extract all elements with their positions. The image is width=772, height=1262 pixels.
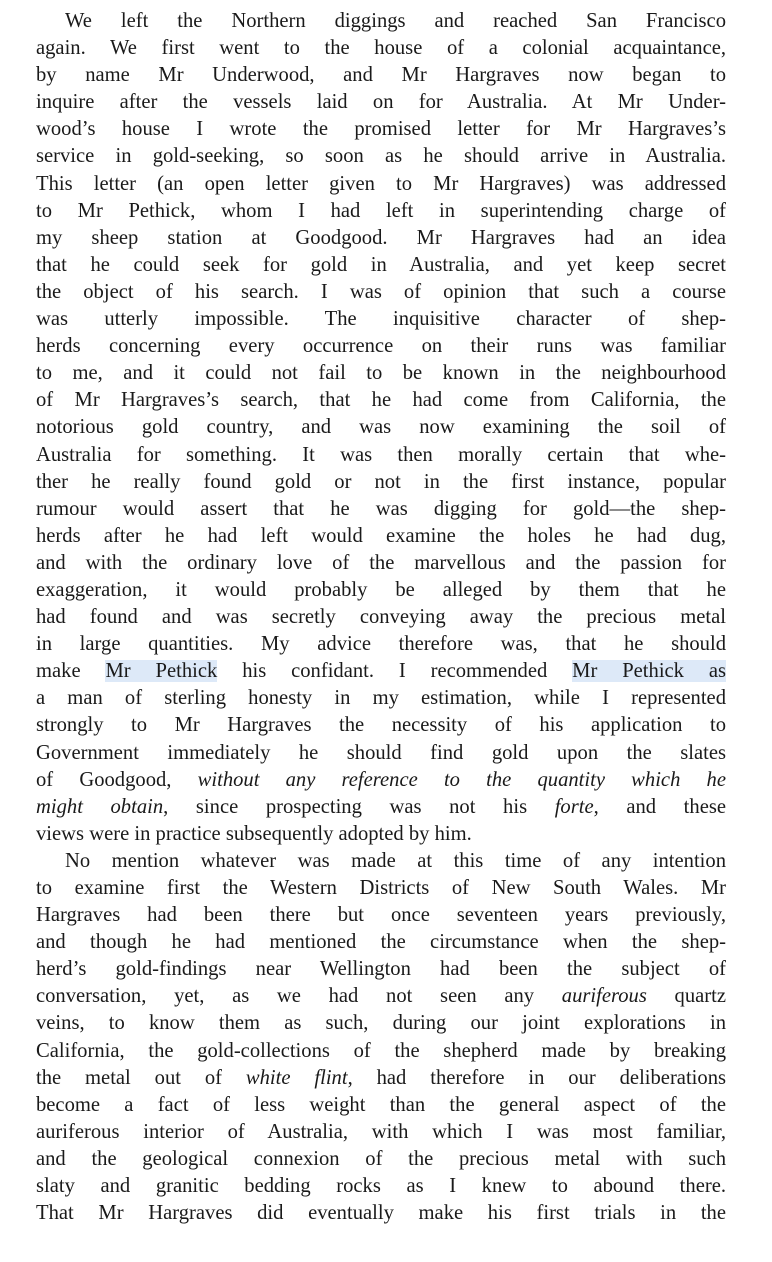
text-line: herds after he had left would examine the holes he had dug, <box>36 524 726 547</box>
text-line: the object of his search. I was of opinion that such a course <box>36 280 726 303</box>
text-line: of Mr Hargraves’s search, that he had come from California, the <box>36 389 726 412</box>
text-line: service in gold-seeking, so soon as he should arrive in Australia. <box>36 145 726 168</box>
italic-text: auriferous <box>561 985 647 1008</box>
text-line: make Mr Pethick his confidant. I recommended Mr Pethick as <box>36 660 727 683</box>
paragraph-2 <box>36 848 726 1227</box>
text-line: Australia for something. It was then morally certain that whe- <box>36 443 726 466</box>
text-line: We left the Northern diggings and reached San Francisco <box>65 10 726 32</box>
text-line: wood’s house I wrote the promised letter for Mr Hargraves’s <box>36 118 726 141</box>
italic-text: white flint <box>245 1066 348 1089</box>
book-page <box>36 8 726 1227</box>
text-line: and though he had mentioned the circumstance when the shep- <box>36 931 726 954</box>
paragraph-1 <box>36 8 726 848</box>
text-line: conversation, yet, as we had not seen any auriferous quartz <box>36 985 726 1008</box>
italic-text: without any reference to the quantity which he <box>197 768 726 791</box>
italic-text: forte <box>554 795 594 818</box>
text-line: views were in practice subsequently adopted by him. <box>36 822 472 845</box>
text-line: that he could seek for gold in Australia, and yet keep secret <box>36 253 726 276</box>
text-line: veins, to know them as such, during our joint explorations in <box>36 1012 726 1035</box>
text-line: California, the gold-collections of the shepherd made by breaking <box>36 1039 726 1062</box>
text-line: the metal out of white flint, had therefore in our deliberations <box>36 1066 726 1089</box>
text-line: slaty and granitic bedding rocks as I knew to abound there. <box>36 1175 726 1198</box>
text-line: herd’s gold-findings near Wellington had been the subject of <box>36 958 726 981</box>
text-line: exaggeration, it would probably be alleged by them that he <box>36 578 726 601</box>
text-line: Hargraves had been there but once seventeen years previously, <box>36 904 726 927</box>
text-line: This letter (an open letter given to Mr Hargraves) was addressed <box>36 172 726 195</box>
text-line: had found and was secretly conveying away the precious metal <box>36 606 726 629</box>
text-line: and the geological connexion of the precious metal with such <box>36 1147 726 1170</box>
italic-text: might obtain <box>36 795 164 818</box>
text-line: in large quantities. My advice therefore was, that he should <box>36 633 726 656</box>
text-line: ther he really found gold or not in the first instance, popular <box>36 470 726 493</box>
text-line: to Mr Pethick, whom I had left in superintending charge of <box>36 199 726 222</box>
text-line: strongly to Mr Hargraves the necessity of his application to <box>36 714 726 737</box>
text-line: to me, and it could not fail to be known in the neighbourhood <box>36 362 726 385</box>
text-line: Government immediately he should find gold upon the slates <box>36 741 726 764</box>
text-line: rumour would assert that he was digging for gold—the shep- <box>36 497 726 520</box>
text-line: notorious gold country, and was now examining the soil of <box>36 416 726 439</box>
text-line: to examine first the Western Districts of New South Wales. Mr <box>36 877 726 899</box>
text-line: herds concerning every occurrence on their runs was familiar <box>36 335 726 358</box>
text-line: and with the ordinary love of the marvellous and the passion for <box>36 551 726 574</box>
text-line: again. We first went to the house of a colonial acquaintance, <box>36 37 726 60</box>
highlighted-text[interactable]: Mr Pethick <box>105 660 218 683</box>
text-line: a man of sterling honesty in my estimation, while I represented <box>36 687 726 710</box>
text-line: was utterly impossible. The inquisitive character of shep- <box>36 308 726 331</box>
text-line: That Mr Hargraves did eventually make his first trials in the <box>36 1202 726 1225</box>
highlighted-text[interactable]: Mr Pethick as <box>572 660 727 683</box>
text-line: by name Mr Underwood, and Mr Hargraves now began to <box>36 64 726 87</box>
text-line: might obtain, since prospecting was not his forte, and these <box>36 795 726 818</box>
text-line: No mention whatever was made at this time of any intention <box>65 849 726 872</box>
text-line: inquire after the vessels laid on for Australia. At Mr Under- <box>36 91 726 114</box>
text-line: my sheep station at Goodgood. Mr Hargraves had an idea <box>36 226 726 249</box>
text-line: of Goodgood, without any reference to the quantity which he <box>36 768 726 791</box>
text-line: become a fact of less weight than the general aspect of the <box>36 1093 726 1116</box>
text-line: auriferous interior of Australia, with which I was most familiar, <box>36 1120 726 1143</box>
